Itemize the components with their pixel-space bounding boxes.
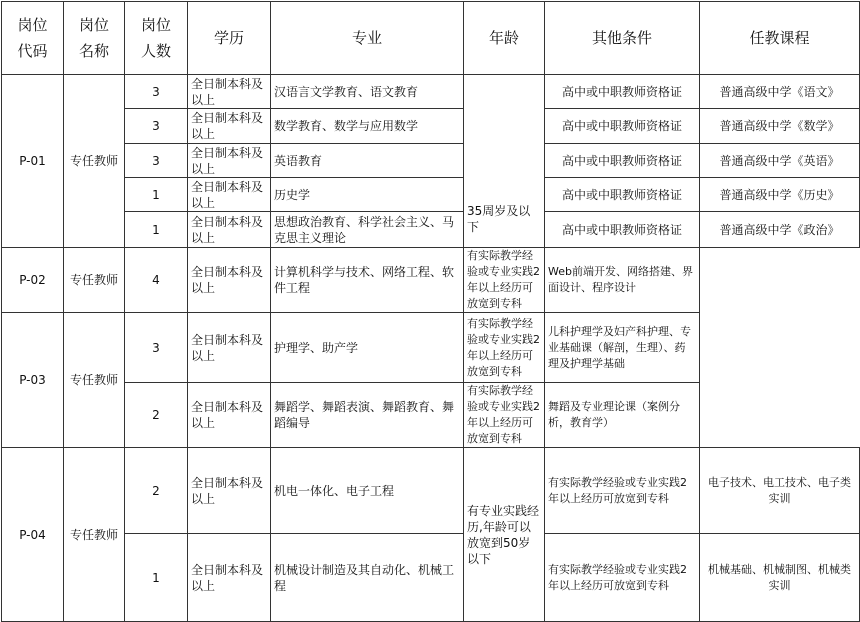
education-cell: 全日制本科及以上 bbox=[188, 178, 271, 212]
table-row bbox=[2, 383, 860, 448]
education-cell: 全日制本科及以上 bbox=[188, 534, 271, 622]
table-row bbox=[2, 534, 860, 622]
post-code: P-02 bbox=[2, 248, 64, 313]
courses-cell: 舞蹈及专业理论课（案例分析，教育学） bbox=[545, 383, 700, 448]
major-cell: 英语教育 bbox=[271, 144, 464, 178]
post-name: 专任教师 bbox=[64, 313, 125, 448]
header-row bbox=[2, 2, 860, 75]
courses-cell: 电子技术、电工技术、电子类实训 bbox=[700, 448, 860, 534]
table-row bbox=[2, 109, 860, 144]
other-cell: 高中或中职教师资格证 bbox=[545, 212, 700, 248]
major-cell: 机械设计制造及其自动化、机械工程 bbox=[271, 534, 464, 622]
other-cell: 高中或中职教师资格证 bbox=[545, 178, 700, 212]
major-cell: 汉语言文学教育、语文教育 bbox=[271, 75, 464, 109]
other-cell: 有实际教学经验或专业实践2年以上经历可放宽到专科 bbox=[545, 448, 700, 534]
post-count: 2 bbox=[125, 383, 188, 448]
post-count: 1 bbox=[125, 178, 188, 212]
other-cell: 有实际教学经验或专业实践2年以上经历可放宽到专科 bbox=[545, 534, 700, 622]
header-education: 学历 bbox=[188, 2, 271, 75]
table-row bbox=[2, 178, 860, 212]
header-age: 年龄 bbox=[464, 2, 545, 75]
education-cell: 全日制本科及以上 bbox=[188, 383, 271, 448]
major-cell: 历史学 bbox=[271, 178, 464, 212]
other-cell: 有实际教学经验或专业实践2年以上经历可放宽到专科 bbox=[464, 383, 545, 448]
courses-cell: 机械基础、机械制图、机械类实训 bbox=[700, 534, 860, 622]
education-cell: 全日制本科及以上 bbox=[188, 248, 271, 313]
age-cell: 35周岁及以下 bbox=[464, 75, 545, 248]
post-code: P-04 bbox=[2, 448, 64, 622]
post-count: 1 bbox=[125, 212, 188, 248]
education-cell: 全日制本科及以上 bbox=[188, 144, 271, 178]
education-cell: 全日制本科及以上 bbox=[188, 212, 271, 248]
table-row bbox=[2, 448, 860, 534]
major-cell: 舞蹈学、舞蹈表演、舞蹈教育、舞蹈编导 bbox=[271, 383, 464, 448]
table-row bbox=[2, 212, 860, 248]
post-name: 专任教师 bbox=[64, 75, 125, 248]
table-row bbox=[2, 248, 860, 313]
education-cell: 全日制本科及以上 bbox=[188, 109, 271, 144]
table-row bbox=[2, 75, 860, 109]
recruitment-table bbox=[1, 1, 860, 622]
header-code: 岗位 代码 bbox=[2, 2, 64, 75]
courses-cell: Web前端开发、网络搭建、界面设计、程序设计 bbox=[545, 248, 700, 313]
post-count: 3 bbox=[125, 109, 188, 144]
major-cell: 数学教育、数学与应用数学 bbox=[271, 109, 464, 144]
courses-cell: 普通高级中学《政治》 bbox=[700, 212, 860, 248]
courses-cell: 普通高级中学《英语》 bbox=[700, 144, 860, 178]
other-cell: 高中或中职教师资格证 bbox=[545, 75, 700, 109]
post-count: 2 bbox=[125, 448, 188, 534]
education-cell: 全日制本科及以上 bbox=[188, 448, 271, 534]
major-cell: 机电一体化、电子工程 bbox=[271, 448, 464, 534]
post-count: 3 bbox=[125, 75, 188, 109]
other-cell: 高中或中职教师资格证 bbox=[545, 144, 700, 178]
post-name: 专任教师 bbox=[64, 248, 125, 313]
header-name: 岗位 名称 bbox=[64, 2, 125, 75]
post-code: P-01 bbox=[2, 75, 64, 248]
major-cell: 护理学、助产学 bbox=[271, 313, 464, 383]
header-count: 岗位 人数 bbox=[125, 2, 188, 75]
education-cell: 全日制本科及以上 bbox=[188, 313, 271, 383]
post-code: P-03 bbox=[2, 313, 64, 448]
courses-cell: 普通高级中学《数学》 bbox=[700, 109, 860, 144]
age-cell: 有专业实践经历,年龄可以放宽到50岁以下 bbox=[464, 448, 545, 622]
post-name: 专任教师 bbox=[64, 448, 125, 622]
other-cell: 有实际教学经验或专业实践2年以上经历可放宽到专科 bbox=[464, 248, 545, 313]
courses-cell: 普通高级中学《历史》 bbox=[700, 178, 860, 212]
header-courses: 任教课程 bbox=[700, 2, 860, 75]
courses-cell: 儿科护理学及妇产科护理、专业基础课（解剖，生理）、药理及护理学基础 bbox=[545, 313, 700, 383]
header-major: 专业 bbox=[271, 2, 464, 75]
header-other: 其他条件 bbox=[545, 2, 700, 75]
major-cell: 思想政治教育、科学社会主义、马克思主义理论 bbox=[271, 212, 464, 248]
education-cell: 全日制本科及以上 bbox=[188, 75, 271, 109]
post-count: 3 bbox=[125, 144, 188, 178]
table-row bbox=[2, 144, 860, 178]
courses-cell: 普通高级中学《语文》 bbox=[700, 75, 860, 109]
post-count: 4 bbox=[125, 248, 188, 313]
table-row bbox=[2, 313, 860, 383]
post-count: 1 bbox=[125, 534, 188, 622]
other-cell: 有实际教学经验或专业实践2年以上经历可放宽到专科 bbox=[464, 313, 545, 383]
other-cell: 高中或中职教师资格证 bbox=[545, 109, 700, 144]
post-count: 3 bbox=[125, 313, 188, 383]
major-cell: 计算机科学与技术、网络工程、软件工程 bbox=[271, 248, 464, 313]
